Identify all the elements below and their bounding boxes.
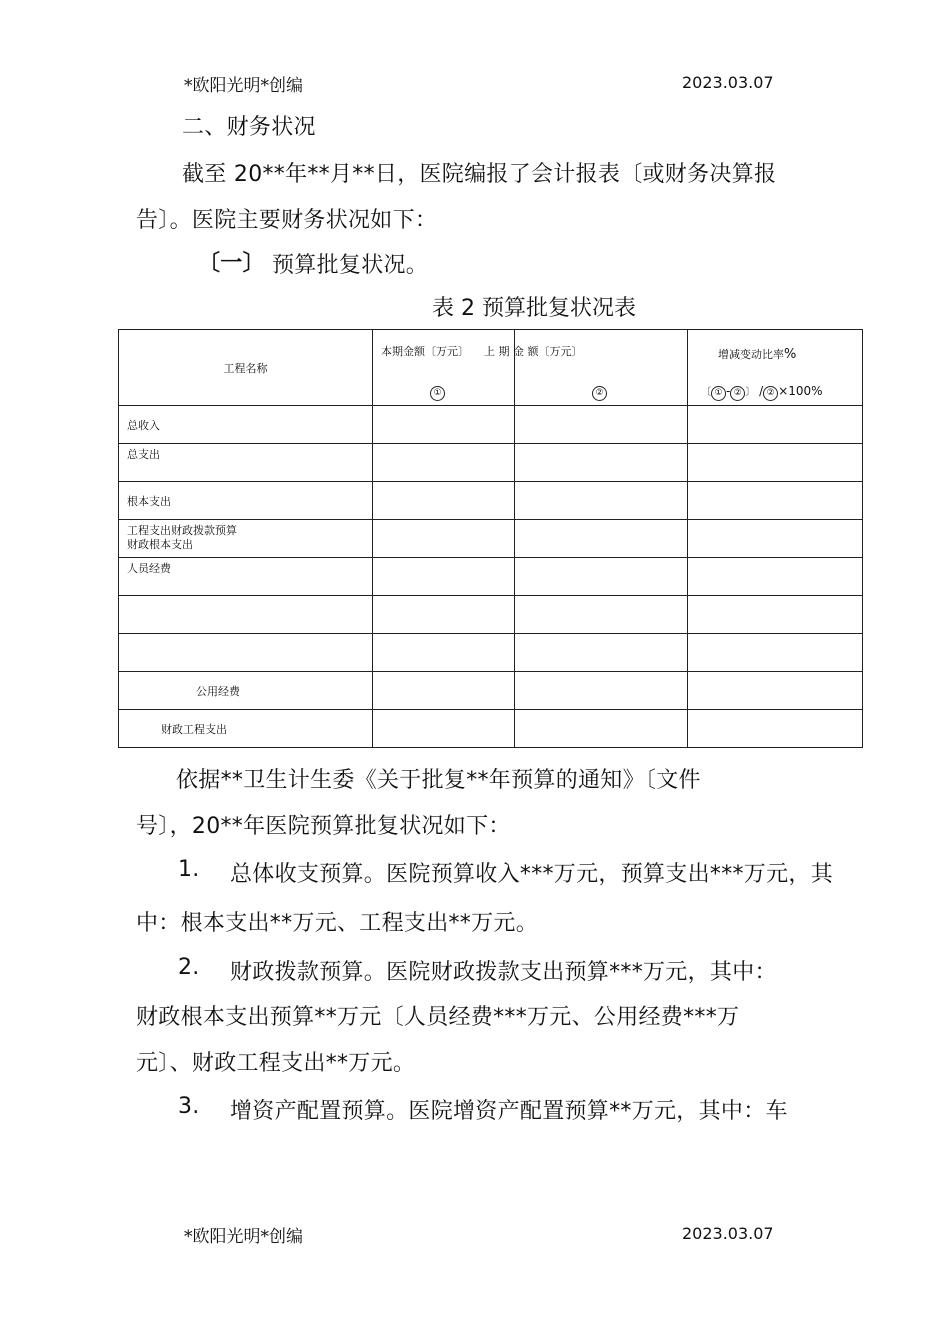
- item3-number: 3.: [178, 1094, 200, 1119]
- item2-number: 2.: [178, 955, 200, 980]
- item2-line2: 财政根本支出预算**万元〔人员经费***万元、公用经费***万: [136, 1005, 740, 1030]
- row-label-empty: [119, 596, 373, 634]
- para1-line2: 号〕，20**年医院预算批复状况如下：: [136, 814, 511, 839]
- row-label-total-income: 总收入: [119, 406, 373, 444]
- row-label-total-expense: 总支出: [119, 444, 373, 482]
- para1-line1: 依据**卫生计生委《关于批复**年预算的通知》〔文件: [176, 768, 701, 793]
- header-change: [688, 330, 863, 406]
- subsection-title: 预算批复状况。: [272, 253, 429, 278]
- row-label-basic-expense: 根本支出: [119, 482, 373, 520]
- item3-line1: 增资产配置预算。医院增资产配置预算**万元，其中：车: [230, 1099, 788, 1124]
- item1-line1: 总体收支预算。医院预算收入***万元，预算支出***万元，其: [230, 862, 834, 887]
- row-label-fiscal-project: 财政工程支出: [119, 710, 373, 748]
- table-row: [119, 444, 863, 482]
- table-row: [119, 596, 863, 634]
- header-author: *欧阳光明*创编: [184, 76, 303, 96]
- row-label-project-expense: 工程支出财政拨款预算 财政根本支出: [119, 520, 373, 558]
- item1-number: 1.: [178, 857, 200, 882]
- row-label-public-expense: 公用经费: [119, 672, 373, 710]
- table-row: [119, 520, 863, 558]
- subsection-marker: 〔一〕: [198, 251, 265, 276]
- footer-date: 2023.03.07: [682, 1224, 774, 1243]
- table-row: [119, 710, 863, 748]
- item1-line2: 中：根本支出**万元、工程支出**万元。: [136, 911, 539, 936]
- footer-author: *欧阳光明*创编: [184, 1227, 303, 1247]
- table-row: [119, 558, 863, 596]
- header-previous-label: 上 期 金 额〔万元〕: [484, 345, 583, 358]
- intro-line-2: 告〕。医院主要财务状况如下：: [136, 208, 438, 233]
- circle-one: ①: [430, 386, 445, 401]
- percent-sign: %: [784, 347, 797, 362]
- table-row: [119, 634, 863, 672]
- table-caption: 表 2 预算批复状况表: [432, 296, 636, 321]
- intro-line-1: 截至 20**年**月**日，医院编报了会计报表〔或财务决算报: [182, 162, 777, 187]
- header-change-label: 增减变动比率: [718, 348, 784, 361]
- header-current: [373, 330, 515, 406]
- table-row: [119, 482, 863, 520]
- header-project: 工程名称: [119, 330, 373, 406]
- row-label-empty: [119, 634, 373, 672]
- header-date: 2023.03.07: [682, 73, 774, 92]
- table-row: [119, 672, 863, 710]
- item2-line3: 元〕、财政工程支出**万元。: [136, 1051, 416, 1076]
- item2-line1: 财政拨款预算。医院财政拨款支出预算***万元，其中：: [230, 960, 777, 985]
- header-previous: [484, 330, 688, 406]
- change-formula: 〔 ① - ② 〕 / ② ×100%: [701, 383, 823, 401]
- table-row: [119, 406, 863, 444]
- header-current-label: 本期金额〔万元〕: [381, 345, 469, 358]
- section-title: 二、财务状况: [182, 115, 316, 140]
- circle-two: ②: [592, 386, 607, 401]
- row-label-personnel: 人员经费: [119, 558, 373, 596]
- budget-approval-table: [118, 329, 863, 748]
- table-header-row: [119, 330, 863, 406]
